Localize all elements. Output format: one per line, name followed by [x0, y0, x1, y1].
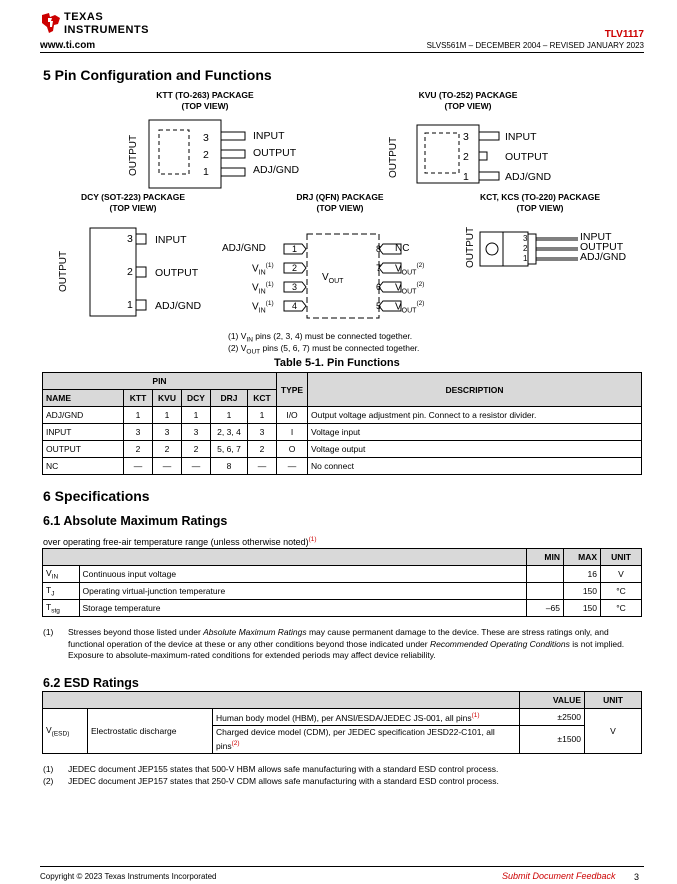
- cell: NC: [43, 458, 124, 475]
- table-row: [43, 407, 642, 424]
- drj-left-label: $V_{IN}^{(1)}$: [252, 281, 274, 296]
- cell: Output voltage adjustment pin. Connect to a resistor divider.: [308, 407, 642, 424]
- dcy-title-text: DCY (SOT-223) PACKAGE: [80, 192, 186, 202]
- cell: I/O: [277, 407, 308, 424]
- cell: O: [277, 441, 308, 458]
- cell: 150: [564, 583, 601, 600]
- description-header: DESCRIPTION: [308, 373, 642, 407]
- ktt-pin-num: 1: [203, 166, 209, 178]
- blank-header: [79, 549, 527, 566]
- esd-table: [42, 691, 642, 754]
- name-header: NAME: [43, 390, 124, 407]
- kct-header: KCT: [248, 390, 277, 407]
- cell: –65: [527, 600, 564, 617]
- min-header: MIN: [527, 549, 564, 566]
- brand-line1: TEXAS: [64, 11, 104, 23]
- drj-right-label: $V_{OUT}^{(2)}$: [395, 300, 425, 315]
- dcy-pin-num: 2: [127, 266, 133, 278]
- table-row: [43, 583, 642, 600]
- drj-left-label: $V_{IN}^{(1)}$: [252, 262, 274, 277]
- dcy-pin-label: INPUT: [155, 234, 187, 246]
- cell: 150: [564, 600, 601, 617]
- ktt-title-text: KTT (TO-263) PACKAGE: [156, 90, 254, 100]
- dcy-title: [68, 192, 198, 214]
- cell: V: [585, 709, 642, 754]
- cell: 3: [153, 424, 182, 441]
- kct-title-text: KCT, KCS (TO-220) PACKAGE: [479, 192, 601, 202]
- value-header: VALUE: [520, 692, 585, 709]
- dcy-pin-num: 3: [127, 233, 133, 245]
- cell: 1: [211, 407, 248, 424]
- cell: Voltage input: [308, 424, 642, 441]
- section-62-title: 6.2 ESD Ratings: [43, 676, 139, 690]
- abs-max-table: [42, 548, 642, 617]
- table-row: [43, 424, 642, 441]
- doc-reference: SLVS561M – DECEMBER 2004 – REVISED JANUARY 2023: [426, 41, 644, 50]
- symbol-cell: $T_J$: [43, 583, 80, 600]
- cell: I: [277, 424, 308, 441]
- pin-functions-table: [42, 372, 642, 475]
- cell: °C: [601, 600, 642, 617]
- cell: No connect: [308, 458, 642, 475]
- kvu-pin-label: OUTPUT: [505, 151, 549, 163]
- cell: [527, 583, 564, 600]
- site-url-link[interactable]: www.ti.com: [40, 40, 96, 51]
- cell: 1: [124, 407, 153, 424]
- submit-feedback-link[interactable]: Submit Document Feedback: [502, 871, 616, 881]
- page-number: 3: [634, 872, 640, 882]
- cell: —: [248, 458, 277, 475]
- drj-title: [270, 192, 410, 214]
- part-number-link[interactable]: TLV1117: [604, 29, 644, 40]
- ktt-view-text: (TOP VIEW): [181, 101, 229, 111]
- dcy-pin-num: 1: [127, 299, 133, 311]
- section-6-title: 6 Specifications: [43, 488, 150, 504]
- drj-pin-num: 5: [376, 301, 382, 311]
- kct-pin-num: 1: [523, 254, 528, 263]
- kvu-side-label: OUTPUT: [388, 136, 399, 178]
- kvu-pin-num: 3: [463, 131, 469, 143]
- cell: [527, 566, 564, 583]
- ktt-side-label: OUTPUT: [128, 134, 139, 176]
- drj-right-label: NC: [395, 243, 410, 254]
- cell: 5, 6, 7: [211, 441, 248, 458]
- drj-pin-num: 8: [376, 244, 382, 254]
- footer-rule: [40, 866, 644, 867]
- cell: Voltage output: [308, 441, 642, 458]
- dcy-header: DCY: [182, 390, 211, 407]
- cell: 3: [248, 424, 277, 441]
- pin-header: PIN: [43, 373, 277, 390]
- kvu-title-text: KVU (TO-252) PACKAGE: [418, 90, 518, 100]
- symbol-cell: $T_{stg}$: [43, 600, 80, 617]
- cell: 2: [248, 441, 277, 458]
- pin-note-1: (1) $V_{IN}$ pins (2, 3, 4) must be connected together.: [228, 331, 413, 344]
- esd-footnote: JEDEC document JEP157 states that 250-V CDM allows safe manufacturing with a standard ESD control process.: [68, 776, 499, 786]
- max-header: MAX: [564, 549, 601, 566]
- unit-header: UNIT: [585, 692, 642, 709]
- drj-pin-num: 4: [292, 301, 298, 311]
- cell: 3: [182, 424, 211, 441]
- drj-header: DRJ: [211, 390, 248, 407]
- ktt-pin-label: ADJ/GND: [253, 164, 300, 176]
- cell: —: [124, 458, 153, 475]
- ktt-pin-label: OUTPUT: [253, 147, 297, 159]
- dcy-package-diagram: [88, 226, 153, 320]
- drj-right-label: $V_{OUT}^{(2)}$: [395, 281, 425, 296]
- cell: 16: [564, 566, 601, 583]
- section-5-title: 5 Pin Configuration and Functions: [43, 67, 272, 83]
- pin-note-2: (2) $V_{OUT}$ pins (5, 6, 7) must be connected together.: [228, 343, 420, 356]
- blank-header: [43, 692, 520, 709]
- amr-footnote: Stresses beyond those listed under Absolute Maximum Ratings may cause permanent damage to the device. These are stress ratings only, and functional operation of the device at these or any other conditions beyond those indicated under Recommended Operating Conditions is not implied. Exposure to absolute-maximum-rated conditions for extended periods may affect device reliability.: [68, 627, 625, 660]
- header-rule: [40, 52, 644, 53]
- blank-header: [43, 549, 80, 566]
- drj-right-label: $V_{OUT}^{(2)}$: [395, 262, 425, 277]
- esd-footnote: JEDEC document JEP155 states that 500-V HBM allows safe manufacturing with a standard ESD control process.: [68, 764, 499, 774]
- cell: V: [601, 566, 642, 583]
- ktt-package-diagram: [125, 115, 255, 195]
- drj-left-label: ADJ/GND: [222, 243, 266, 254]
- kvu-header: KVU: [153, 390, 182, 407]
- drj-center-label: $V_{OUT}$: [322, 272, 344, 285]
- table-row: [43, 458, 642, 475]
- kct-title: [470, 192, 610, 214]
- cell: —: [182, 458, 211, 475]
- unit-header: UNIT: [601, 549, 642, 566]
- dcy-side-label: OUTPUT: [58, 250, 69, 292]
- drj-view-text: (TOP VIEW): [316, 203, 364, 213]
- amr-footnote-num: (1): [43, 627, 54, 637]
- symbol-cell: $V_{IN}$: [43, 566, 80, 583]
- kct-side-label: OUTPUT: [465, 226, 476, 268]
- kct-pin-num: 2: [523, 244, 528, 253]
- ktt-title: [140, 90, 270, 112]
- cell: Continuous input voltage: [79, 566, 527, 583]
- kvu-pin-num: 1: [463, 171, 469, 183]
- dcy-pin-label: ADJ/GND: [155, 300, 202, 312]
- drj-pin-num: 1: [292, 244, 298, 254]
- ktt-pin-num: 3: [203, 132, 209, 144]
- cell: 2: [153, 441, 182, 458]
- cell: 2, 3, 4: [211, 424, 248, 441]
- type-header: TYPE: [277, 373, 308, 407]
- brand-line2: INSTRUMENTS: [64, 24, 149, 36]
- dcy-view-text: (TOP VIEW): [109, 203, 157, 213]
- cell: —: [277, 458, 308, 475]
- ti-logo-icon: [40, 11, 62, 35]
- esd-footnote-num: (2): [43, 776, 54, 786]
- cell: Storage temperature: [79, 600, 527, 617]
- drj-left-label: $V_{IN}^{(1)}$: [252, 300, 274, 315]
- drj-pin-num: 3: [292, 282, 298, 292]
- kvu-view-text: (TOP VIEW): [444, 101, 492, 111]
- ktt-pin-label: INPUT: [253, 130, 285, 142]
- drj-title-text: DRJ (QFN) PACKAGE: [296, 192, 384, 202]
- pin-table-title: Table 5-1. Pin Functions: [274, 357, 400, 369]
- dcy-pin-label: OUTPUT: [155, 267, 199, 279]
- cell: 1: [153, 407, 182, 424]
- cell: Operating virtual-junction temperature: [79, 583, 527, 600]
- cell: °C: [601, 583, 642, 600]
- drj-pin-num: 7: [376, 263, 382, 273]
- table-row: [43, 709, 642, 726]
- cell: 2: [124, 441, 153, 458]
- drj-pin-num: 2: [292, 263, 298, 273]
- kct-view-text: (TOP VIEW): [516, 203, 564, 213]
- cell: ±2500: [520, 709, 585, 726]
- kvu-pin-label: INPUT: [505, 131, 537, 143]
- kvu-package-diagram: [405, 120, 515, 190]
- kct-pin-label: INPUT: [580, 231, 612, 243]
- esd-footnote-num: (1): [43, 764, 54, 774]
- cell: —: [153, 458, 182, 475]
- cell: 8: [211, 458, 248, 475]
- copyright: Copyright © 2023 Texas Instruments Incorporated: [40, 872, 217, 881]
- symbol-cell: $V_{(ESD)}$: [43, 709, 88, 754]
- table-row: [43, 441, 642, 458]
- drj-pin-num: 6: [376, 282, 382, 292]
- kct-pin-label: OUTPUT: [580, 241, 624, 253]
- kct-pin-num: 3: [523, 234, 528, 243]
- section-61-title: 6.1 Absolute Maximum Ratings: [43, 514, 228, 528]
- cell: 3: [124, 424, 153, 441]
- table-row: [43, 566, 642, 583]
- kvu-title: [398, 90, 538, 112]
- cell: OUTPUT: [43, 441, 124, 458]
- ktt-header: KTT: [124, 390, 153, 407]
- cell: INPUT: [43, 424, 124, 441]
- kct-pin-label: ADJ/GND: [580, 251, 627, 263]
- cell: 1: [248, 407, 277, 424]
- kvu-pin-label: ADJ/GND: [505, 171, 552, 183]
- cell: Human body model (HBM), per ANSI/ESDA/JEDEC JS-001, all pins$^{(1)}$: [213, 709, 520, 726]
- cell: Electrostatic discharge: [88, 709, 213, 754]
- cell: Charged device model (CDM), per JEDEC specification JESD22-C101, all pins$^{(2)}$: [213, 726, 520, 754]
- cell: 1: [182, 407, 211, 424]
- ktt-pin-num: 2: [203, 149, 209, 161]
- amr-intro: over operating free-air temperature range (unless otherwise noted)$^{(1)}$: [43, 536, 317, 547]
- kvu-pin-num: 2: [463, 151, 469, 163]
- cell: 2: [182, 441, 211, 458]
- cell: ±1500: [520, 726, 585, 754]
- cell: ADJ/GND: [43, 407, 124, 424]
- kct-package-diagram: [476, 228, 586, 270]
- table-row: [43, 600, 642, 617]
